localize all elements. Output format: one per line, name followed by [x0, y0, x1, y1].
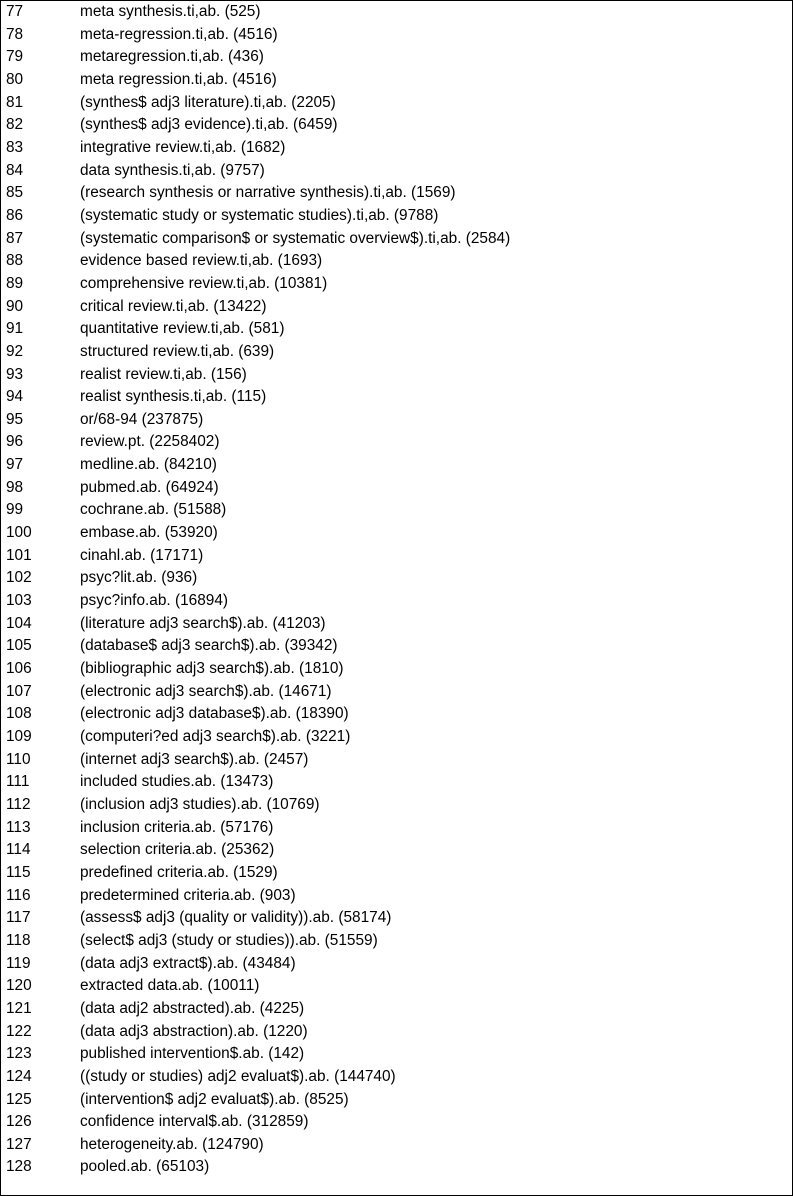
- search-line-row: [1, 455, 792, 478]
- search-line-row: [1, 954, 792, 977]
- search-query: data synthesis.ti,ab. (9757): [80, 161, 265, 179]
- search-line-row: [1, 274, 792, 297]
- search-line-row: [1, 297, 792, 320]
- search-line-row: [1, 704, 792, 727]
- line-number: 97: [6, 456, 24, 474]
- line-number: 116: [6, 886, 31, 904]
- search-line-row: [1, 931, 792, 954]
- search-query: embase.ab. (53920): [80, 524, 218, 542]
- search-query: (literature adj3 search$).ab. (41203): [80, 614, 326, 632]
- line-number: 102: [6, 569, 32, 587]
- search-line-row: [1, 908, 792, 931]
- line-number: 106: [6, 660, 32, 678]
- search-query: pubmed.ab. (64924): [80, 478, 219, 496]
- search-query: psyc?info.ab. (16894): [80, 592, 229, 610]
- search-query: (inclusion adj3 studies).ab. (10769): [80, 795, 320, 813]
- search-query: review.pt. (2258402): [80, 433, 220, 451]
- line-number: 113: [6, 818, 31, 836]
- search-query: (systematic study or systematic studies).ti,ab. (9788): [80, 206, 439, 224]
- line-number: 117: [6, 909, 31, 927]
- search-query: included studies.ab. (13473): [80, 773, 274, 791]
- search-line-row: [1, 432, 792, 455]
- search-line-row: [1, 999, 792, 1022]
- line-number: 121: [6, 999, 32, 1017]
- line-number: 91: [6, 320, 24, 338]
- line-number: 104: [6, 614, 32, 632]
- line-number: 83: [6, 138, 24, 156]
- search-line-row: [1, 1135, 792, 1158]
- line-number: 123: [6, 1045, 32, 1063]
- line-number: 90: [6, 297, 24, 315]
- search-query: selection criteria.ab. (25362): [80, 841, 275, 859]
- search-line-row: [1, 251, 792, 274]
- line-number: 77: [6, 3, 24, 20]
- line-number: 84: [6, 161, 24, 179]
- line-number: 122: [6, 1022, 32, 1040]
- line-number: 119: [6, 954, 31, 972]
- line-number: 111: [6, 773, 30, 791]
- line-number: 100: [6, 524, 32, 542]
- line-number: 118: [6, 931, 31, 949]
- search-query: (systematic comparison$ or systematic overview$).ti,ab. (2584): [80, 229, 511, 247]
- search-line-row: [1, 863, 792, 886]
- search-query: medline.ab. (84210): [80, 456, 217, 474]
- search-query: structured review.ti,ab. (639): [80, 342, 275, 360]
- line-number: 125: [6, 1090, 32, 1108]
- line-number: 107: [6, 682, 32, 700]
- search-query: (bibliographic adj3 search$).ab. (1810): [80, 660, 344, 678]
- line-number: 85: [6, 184, 24, 202]
- line-number: 110: [6, 750, 31, 768]
- search-query: predefined criteria.ab. (1529): [80, 863, 278, 881]
- search-line-row: [1, 818, 792, 841]
- search-line-row: [1, 319, 792, 342]
- search-query: predetermined criteria.ab. (903): [80, 886, 296, 904]
- search-line-row: [1, 591, 792, 614]
- line-number: 128: [6, 1158, 32, 1176]
- search-lines: [1, 2, 792, 1180]
- search-query: psyc?lit.ab. (936): [80, 569, 198, 587]
- search-query: (electronic adj3 search$).ab. (14671): [80, 682, 332, 700]
- search-line-row: [1, 365, 792, 388]
- search-query: (research synthesis or narrative synthesis).ti,ab. (1569): [80, 184, 456, 202]
- search-line-row: [1, 47, 792, 70]
- search-line-row: [1, 138, 792, 161]
- search-line-row: [1, 750, 792, 773]
- search-query: (data adj3 abstraction).ab. (1220): [80, 1022, 308, 1040]
- line-number: 124: [6, 1067, 32, 1085]
- line-number: 96: [6, 433, 24, 451]
- search-line-row: [1, 25, 792, 48]
- search-line-row: [1, 229, 792, 252]
- line-number: 92: [6, 342, 24, 360]
- search-query: (computeri?ed adj3 search$).ab. (3221): [80, 728, 351, 745]
- line-number: 103: [6, 592, 32, 610]
- search-line-row: [1, 410, 792, 433]
- search-query: (electronic adj3 database$).ab. (18390): [80, 705, 349, 723]
- line-number: 80: [6, 70, 24, 88]
- search-line-row: [1, 614, 792, 637]
- line-number: 89: [6, 274, 24, 292]
- search-query: meta-regression.ti,ab. (4516): [80, 25, 278, 43]
- search-line-row: [1, 659, 792, 682]
- line-number: 81: [6, 93, 24, 111]
- search-line-row: [1, 886, 792, 909]
- search-query: ((study or studies) adj2 evaluat$).ab. (144740): [80, 1067, 396, 1085]
- line-number: 94: [6, 388, 24, 406]
- search-line-row: [1, 1067, 792, 1090]
- search-query: realist review.ti,ab. (156): [80, 365, 247, 383]
- search-line-row: [1, 636, 792, 659]
- search-line-row: [1, 70, 792, 93]
- search-query: (synthes$ adj3 literature).ti,ab. (2205): [80, 93, 336, 111]
- search-line-row: [1, 1090, 792, 1113]
- search-line-row: [1, 1112, 792, 1135]
- search-line-row: [1, 2, 792, 25]
- search-line-row: [1, 1044, 792, 1067]
- search-line-row: [1, 206, 792, 229]
- search-query: meta regression.ti,ab. (4516): [80, 70, 277, 88]
- line-number: 98: [6, 478, 24, 496]
- line-number: 95: [6, 410, 24, 428]
- search-line-row: [1, 115, 792, 138]
- line-number: 108: [6, 705, 32, 723]
- line-number: 79: [6, 48, 24, 66]
- search-line-row: [1, 840, 792, 863]
- search-line-row: [1, 795, 792, 818]
- search-query: confidence interval$.ab. (312859): [80, 1113, 309, 1131]
- search-query: pooled.ab. (65103): [80, 1158, 210, 1176]
- search-line-row: [1, 93, 792, 116]
- line-number: 88: [6, 252, 24, 270]
- search-query: (data adj2 abstracted).ab. (4225): [80, 999, 305, 1017]
- line-number: 93: [6, 365, 24, 383]
- search-query: meta synthesis.ti,ab. (525): [80, 3, 261, 20]
- line-number: 82: [6, 116, 24, 134]
- search-line-row: [1, 161, 792, 184]
- search-line-row: [1, 772, 792, 795]
- search-query: published intervention$.ab. (142): [80, 1045, 305, 1063]
- search-query: extracted data.ab. (10011): [80, 977, 260, 995]
- search-query: metaregression.ti,ab. (436): [80, 48, 264, 66]
- search-line-row: [1, 183, 792, 206]
- search-query: realist synthesis.ti,ab. (115): [80, 388, 267, 406]
- search-query: (select$ adj3 (study or studies)).ab. (51559): [80, 931, 378, 949]
- search-query: evidence based review.ti,ab. (1693): [80, 252, 323, 270]
- search-query: (assess$ adj3 (quality or validity)).ab. (58174): [80, 909, 392, 927]
- search-line-row: [1, 727, 792, 750]
- line-number: 112: [6, 795, 31, 813]
- search-query: (synthes$ adj3 evidence).ti,ab. (6459): [80, 116, 338, 134]
- line-number: 114: [6, 841, 31, 859]
- line-number: 86: [6, 206, 24, 224]
- line-number: 127: [6, 1135, 32, 1153]
- search-query: (data adj3 extract$).ab. (43484): [80, 954, 296, 972]
- search-query: or/68-94 (237875): [80, 410, 204, 428]
- search-line-row: [1, 387, 792, 410]
- search-query: comprehensive review.ti,ab. (10381): [80, 274, 328, 292]
- line-number: 120: [6, 977, 32, 995]
- search-query: critical review.ti,ab. (13422): [80, 297, 267, 315]
- search-line-row: [1, 500, 792, 523]
- search-query: heterogeneity.ab. (124790): [80, 1135, 264, 1153]
- search-query: integrative review.ti,ab. (1682): [80, 138, 286, 156]
- search-line-row: [1, 546, 792, 569]
- search-line-row: [1, 568, 792, 591]
- search-query: (intervention$ adj2 evaluat$).ab. (8525): [80, 1090, 349, 1108]
- line-number: 99: [6, 501, 24, 519]
- line-number: 126: [6, 1113, 32, 1131]
- search-query: cochrane.ab. (51588): [80, 501, 227, 519]
- line-number: 105: [6, 637, 32, 655]
- search-line-row: [1, 1022, 792, 1045]
- line-number: 101: [6, 546, 32, 564]
- search-line-row: [1, 682, 792, 705]
- line-number: 87: [6, 229, 24, 247]
- search-line-row: [1, 976, 792, 999]
- search-query: cinahl.ab. (17171): [80, 546, 204, 564]
- line-number: 115: [6, 863, 31, 881]
- line-number: 78: [6, 25, 24, 43]
- search-line-row: [1, 342, 792, 365]
- search-query: inclusion criteria.ab. (57176): [80, 818, 274, 836]
- search-line-row: [1, 523, 792, 546]
- search-query: (internet adj3 search$).ab. (2457): [80, 750, 309, 768]
- search-line-row: [1, 478, 792, 501]
- search-query: quantitative review.ti,ab. (581): [80, 320, 285, 338]
- search-line-row: [1, 1157, 792, 1180]
- line-number: 109: [6, 728, 32, 745]
- search-query: (database$ adj3 search$).ab. (39342): [80, 637, 338, 655]
